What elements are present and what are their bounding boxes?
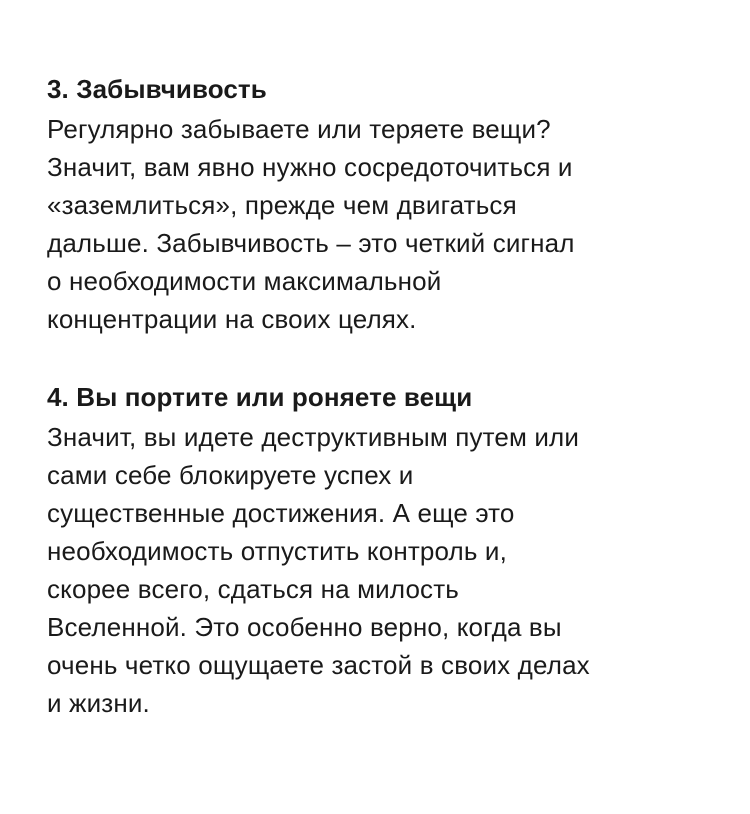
body-line: и жизни.	[47, 688, 150, 718]
body-line: сами себе блокируете успех и	[47, 460, 414, 490]
body-line: очень четко ощущаете застой в своих делах	[47, 650, 590, 680]
body-line: существенные достижения. А еще это	[47, 498, 515, 528]
body-line: о необходимости максимальной	[47, 266, 442, 296]
body-line: Значит, вы идете деструктивным путем или	[47, 422, 580, 452]
body-line: необходимость отпустить контроль и,	[47, 536, 507, 566]
body-line: концентрации на своих целях.	[47, 304, 417, 334]
section-heading: 3. Забывчивость	[47, 74, 267, 104]
section-heading: 4. Вы портите или роняете вещи	[47, 382, 473, 412]
body-line: «заземлиться», прежде чем двигаться	[47, 190, 517, 220]
body-line: дальше. Забывчивость – это четкий сигнал	[47, 228, 575, 258]
body-line: скорее всего, сдаться на милость	[47, 574, 459, 604]
section-forgetfulness	[47, 68, 717, 338]
section-body	[47, 418, 717, 722]
body-line: Значит, вам явно нужно сосредоточиться и	[47, 152, 573, 182]
body-line: Регулярно забываете или теряете вещи?	[47, 114, 551, 144]
section-breaking-things	[47, 376, 717, 722]
section-body	[47, 110, 717, 338]
document-page	[47, 68, 717, 722]
body-line: Вселенной. Это особенно верно, когда вы	[47, 612, 562, 642]
